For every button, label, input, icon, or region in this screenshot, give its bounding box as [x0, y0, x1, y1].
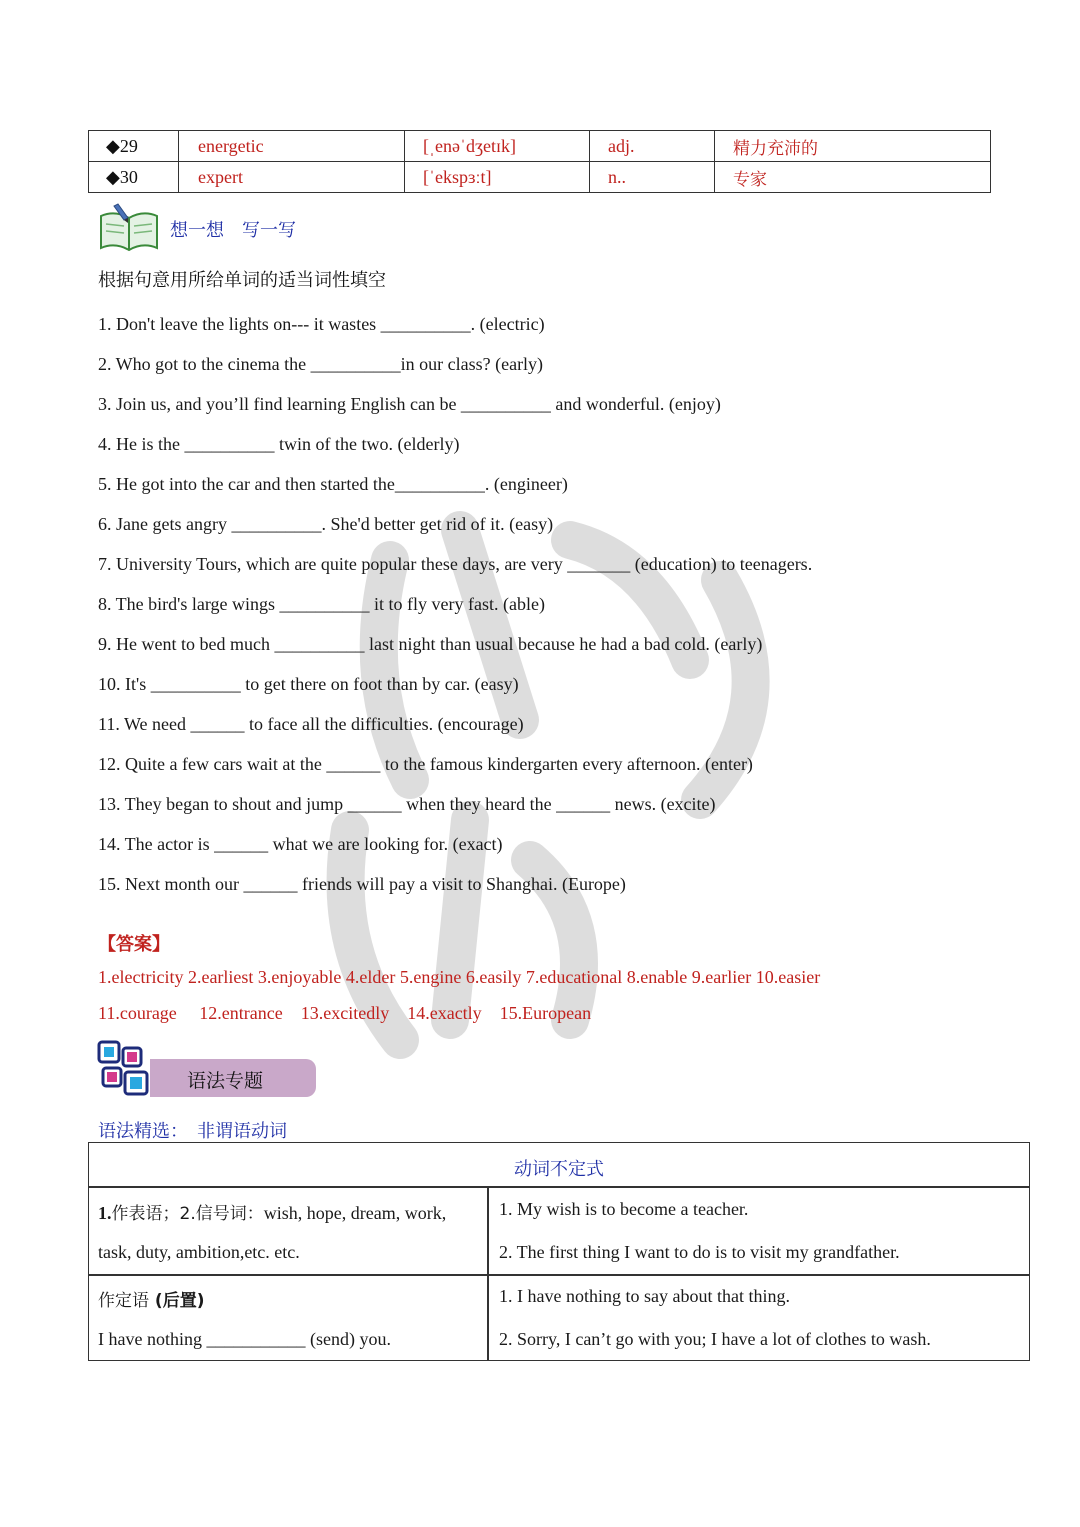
grammar-table-header: 动词不定式: [514, 1159, 604, 1180]
question-item: 9. He went to bed much __________ last night than usual because he had a bad cold. (early): [98, 634, 763, 654]
vocab-number: ◆30: [89, 162, 179, 193]
vocab-phonetic: [ˈekspɜːt]: [405, 162, 590, 193]
question-item: 8. The bird's large wings __________ it to fly very fast. (able): [98, 594, 545, 614]
table-divider: [89, 1186, 1029, 1188]
vocab-meaning: 专家: [715, 162, 991, 193]
row1-left-line2: task, duty, ambition,etc. etc.: [98, 1242, 300, 1262]
vocab-number: ◆29: [89, 131, 179, 162]
row1-left-number: 1.: [98, 1203, 112, 1223]
question-item: 11. We need ______ to face all the difficulties. (encourage): [98, 714, 524, 734]
question-item: 10. It's __________ to get there on foot than by car. (easy): [98, 674, 519, 694]
question-item: 6. Jane gets angry __________. She'd better get rid of it. (easy): [98, 514, 554, 534]
answers-line: 11.courage 12.entrance 13.excitedly 14.exactly 15.European: [98, 1003, 592, 1023]
question-item: 13. They began to shout and jump ______ when they heard the ______ news. (excite): [98, 794, 716, 814]
row1-right-example: 2. The first thing I want to do is to visit my grandfather.: [499, 1242, 900, 1262]
row2-left-title-cn: 作定语: [98, 1291, 149, 1311]
vocab-pos: adj.: [590, 131, 715, 162]
row2-right-example: 2. Sorry, I can’t go with you; I have a lot of clothes to wash.: [499, 1329, 931, 1349]
exercise-title: 想一想 写一写: [170, 220, 296, 241]
row1-left-cn: 作表语；2.信号词：: [111, 1204, 264, 1224]
vocab-word: energetic: [179, 131, 405, 162]
question-item: 2. Who got to the cinema the __________in our class? (early): [98, 354, 544, 374]
row2-right-example: 1. I have nothing to say about that thing.: [499, 1286, 790, 1306]
vocab-phonetic: [ˌenəˈdʒetɪk]: [405, 131, 590, 162]
book-pencil-icon: [98, 200, 160, 254]
grammar-subtitle: 语法精选： 非谓语动词: [98, 1121, 287, 1142]
question-item: 15. Next month our ______ friends will pay a visit to Shanghai. (Europe): [98, 874, 626, 894]
vocab-table: [88, 130, 991, 193]
question-item: 4. He is the __________ twin of the two. (elderly): [98, 434, 460, 454]
answers-heading: 【答案】: [98, 934, 170, 955]
grammar-blocks-icon: [97, 1040, 151, 1096]
vocab-row: [89, 131, 991, 162]
question-item: 3. Join us, and you’ll find learning English can be __________ and wonderful. (enjoy): [98, 394, 721, 414]
table-divider: [487, 1186, 489, 1361]
row2-left-line2: I have nothing ___________ (send) you.: [98, 1329, 391, 1349]
answers-line: 1.electricity 2.earliest 3.enjoyable 4.elder 5.engine 6.easily 7.educational 8.enable 9.earlier 10.easier: [98, 967, 821, 987]
vocab-word: expert: [179, 162, 405, 193]
row2-left-title-en: (后置): [149, 1291, 205, 1311]
row1-left-rest: wish, hope, dream, work,: [263, 1203, 447, 1223]
row1-right-example: 1. My wish is to become a teacher.: [499, 1199, 749, 1219]
vocab-row: [89, 162, 991, 193]
grammar-banner-label: 语法专题: [187, 1070, 264, 1092]
exercise-instruction: 根据句意用所给单词的适当词性填空: [98, 270, 386, 291]
vocab-pos: n..: [590, 162, 715, 193]
question-item: 5. He got into the car and then started the__________. (engineer): [98, 474, 568, 494]
row1-left-line1: [98, 1199, 446, 1224]
vocab-meaning: 精力充沛的: [715, 131, 991, 162]
question-item: 1. Don't leave the lights on--- it wastes __________. (electric): [98, 314, 545, 334]
row2-left-title: [98, 1286, 204, 1311]
question-item: 7. University Tours, which are quite popular these days, are very _______ (education) to teenagers.: [98, 554, 813, 574]
question-item: 14. The actor is ______ what we are looking for. (exact): [98, 834, 503, 854]
question-item: 12. Quite a few cars wait at the ______ to the famous kindergarten every afternoon. (enter): [98, 754, 753, 774]
grammar-table: [88, 1142, 1030, 1361]
table-divider: [89, 1274, 1029, 1276]
